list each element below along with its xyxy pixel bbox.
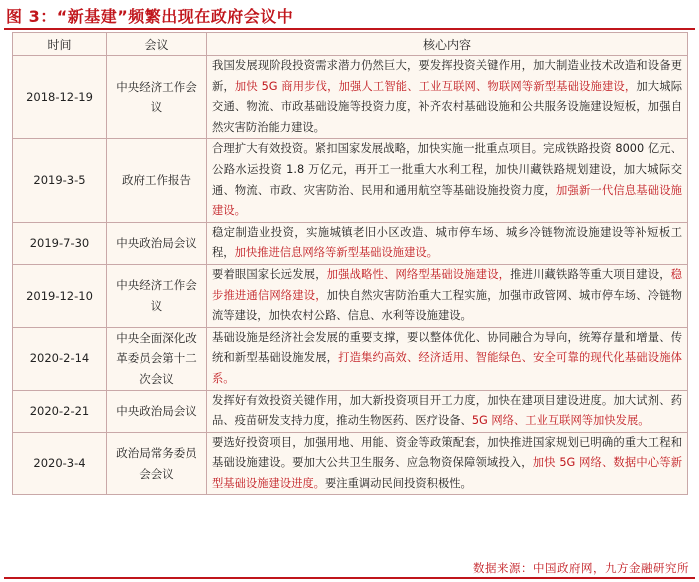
row-content [207, 432, 688, 495]
row-content [207, 390, 688, 432]
content-highlight: 打造集约高效、经济适用、智能绿色、安全可靠的现代化基础设施体系。 [212, 351, 682, 385]
row-meeting: 政治局常务委员会会议 [107, 432, 207, 495]
row-date: 2019-12-10 [13, 264, 107, 327]
row-date: 2019-7-30 [13, 222, 107, 264]
figure-title: 图 3：“新基建”频繁出现在政府会议中 [6, 7, 294, 26]
table-container [12, 32, 687, 495]
row-meeting: 政府工作报告 [107, 139, 207, 222]
table-body [13, 56, 688, 495]
content-highlight: 加快 5G 商用步伐，加强人工智能、工业互联网、物联网等新型基础设施建设， [234, 79, 637, 93]
row-meeting: 中央全面深化改革委员会第十二次会议 [107, 327, 207, 390]
row-date: 2020-3-4 [13, 432, 107, 495]
row-date: 2020-2-21 [13, 390, 107, 432]
header-date: 时间 [13, 33, 107, 56]
row-date: 2020-2-14 [13, 327, 107, 390]
table-row [13, 56, 688, 139]
table-row [13, 432, 688, 495]
row-meeting: 中央经济工作会议 [107, 264, 207, 327]
content-text: 加大城际交通、物流、市政基础设施等投资力度，补齐农村基础设施和公共服务设施建设短板，加强自然灾害防治能力建设。 [212, 79, 682, 134]
content-highlight: 5G 网络、工业互联网等加快发展。 [471, 414, 650, 428]
content-highlight: 加强战略性、网络型基础设施建设， [326, 267, 511, 281]
content-text: 要着眼国家长远发展， [212, 267, 327, 281]
meetings-table [12, 32, 688, 495]
content-text: 推进川藏铁路等重大项目建设， [510, 267, 671, 281]
title-divider [4, 28, 695, 30]
content-highlight: 稳步推进通信网络建设， [212, 267, 682, 302]
header-content: 核心内容 [207, 33, 688, 56]
content-text: 我国发展现阶段投资需求潜力仍然巨大，要发挥投资关键作用，加大制造业技术改造和设备更新， [212, 59, 682, 93]
row-meeting: 中央经济工作会议 [107, 56, 207, 139]
content-text: 稳定制造业投资，实施城镇老旧小区改造、城市停车场、城乡冷链物流设施建设等补短板工程， [212, 225, 682, 260]
row-meeting: 中央政治局会议 [107, 390, 207, 432]
row-content [207, 56, 688, 139]
row-content [207, 264, 688, 327]
content-text: 基础设施是经济社会发展的重要支撑，要以整体优化、协同融合为导向，统筹存量和增量、传统和新型基础设施发展， [212, 330, 682, 365]
table-header-row [13, 33, 688, 56]
row-content [207, 222, 688, 264]
content-highlight: 加快推进信息网络等新型基础设施建设。 [234, 246, 438, 260]
bottom-divider [4, 577, 695, 579]
content-highlight: 加强新一代信息基础设施建设。 [212, 183, 682, 218]
header-meeting: 会议 [107, 33, 207, 56]
content-text: 发挥好有效投资关键作用，加大新投资项目开工力度，加快在建项目建设进度。加大试剂、药品、疫苗研发支持力度，推动生物医药、医疗设备、 [212, 393, 682, 428]
row-content [207, 327, 688, 390]
table-row [13, 264, 688, 327]
table-row [13, 390, 688, 432]
table-row [13, 327, 688, 390]
table-row [13, 139, 688, 222]
row-content [207, 139, 688, 222]
content-text: 要注重调动民间投资积极性。 [324, 476, 472, 490]
content-text: 要选好投资项目，加强用地、用能、资金等政策配套，加快推进国家规划已明确的重大工程和基础设施建设。要加大公共卫生服务、应急物资保障领域投入， [212, 435, 682, 470]
source-note: 数据来源：中国政府网，九方金融研究所 [473, 561, 689, 575]
content-highlight: 加快 5G 网络、数据中心等新型基础设施建设进度。 [212, 456, 682, 490]
content-text: 合理扩大有效投资。紧扣国家发展战略，加快实施一批重点项目。完成铁路投资 8000 亿元、公路水运投资 1.8 万亿元，再开工一批重大水利工程，加快川藏铁路规划建设，加大城际交通、物流、市政、灾害防治、民用和通用航空等基础设施投资力度， [212, 142, 682, 197]
row-date: 2018-12-19 [13, 56, 107, 139]
row-meeting: 中央政治局会议 [107, 222, 207, 264]
row-date: 2019-3-5 [13, 139, 107, 222]
content-text: 加快自然灾害防治重大工程实施，加强市政管网、城市停车场、冷链物流等建设，加快农村公路、信息、水利等设施建设。 [212, 288, 682, 323]
table-row [13, 222, 688, 264]
